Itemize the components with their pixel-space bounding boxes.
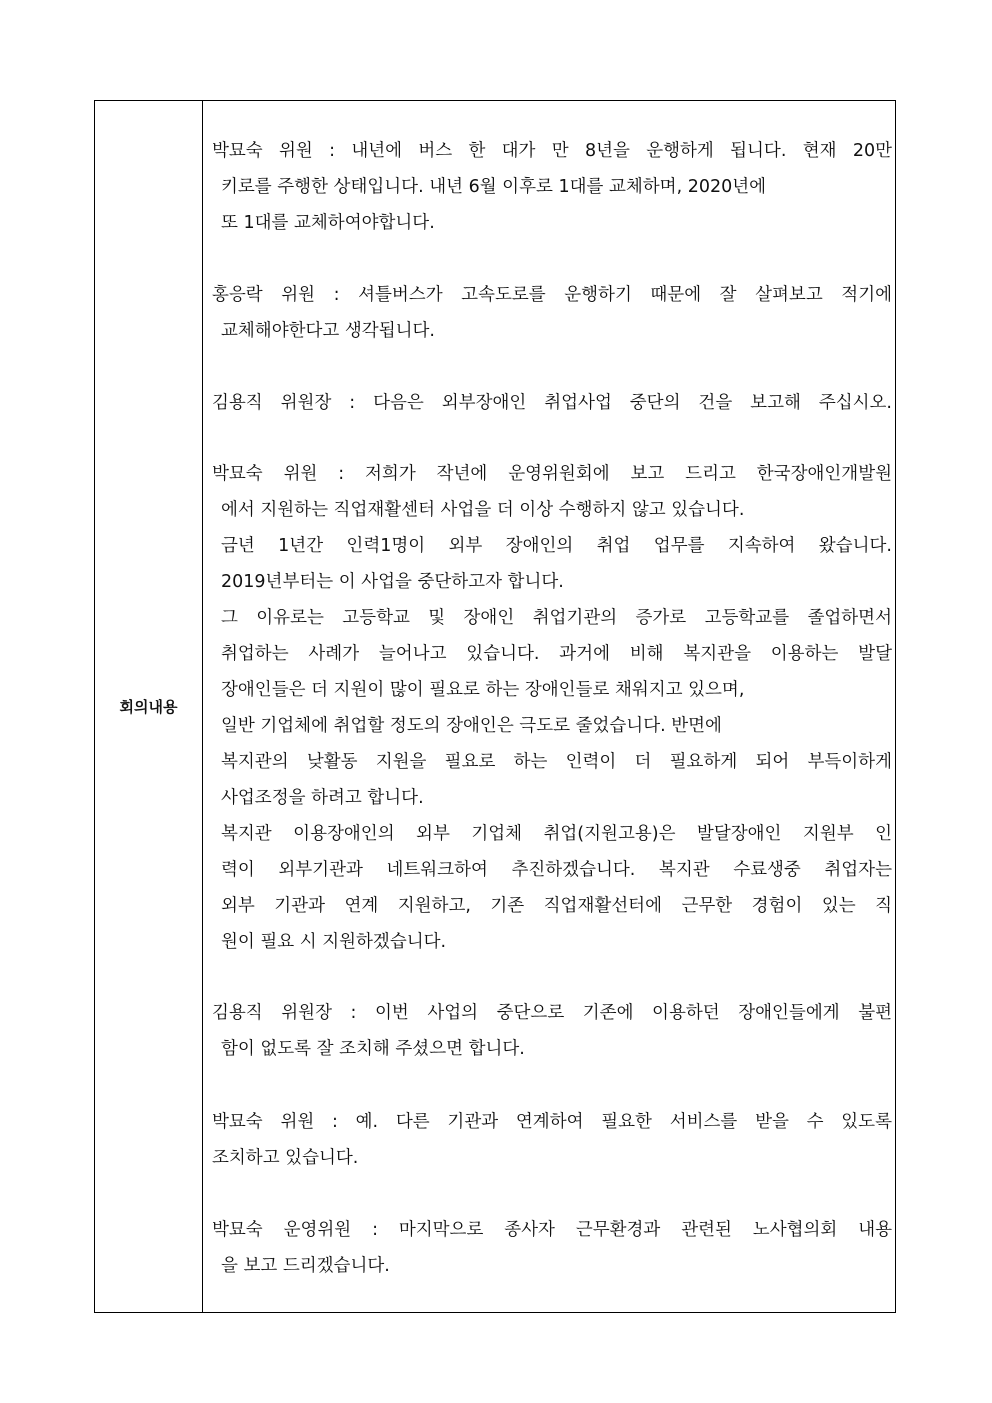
text-line: 원이 필요 시 지원하겠습니다. bbox=[221, 932, 447, 952]
text-line: 금년 1년간 인력1명이 외부 장애인의 취업 업무를 지속하여 왔습니다. bbox=[221, 536, 892, 556]
text-line: 김용직 위원장 : 다음은 외부장애인 취업사업 중단의 건을 보고해 주십시오. bbox=[212, 393, 892, 413]
text-line: 조치하고 있습니다. bbox=[212, 1148, 359, 1168]
text-line: 에서 지원하는 직업재활센터 사업을 더 이상 수행하지 않고 있습니다. bbox=[221, 500, 745, 520]
paragraph bbox=[212, 1212, 892, 1284]
paragraph bbox=[212, 277, 892, 349]
paragraph bbox=[212, 1104, 892, 1176]
paragraph bbox=[212, 133, 892, 241]
text-line: 취업하는 사례가 늘어나고 있습니다. 과거에 비해 복지관을 이용하는 발달 bbox=[221, 644, 892, 664]
row-label: 회의내용 bbox=[119, 698, 178, 716]
text-line: 박묘숙 위원 : 저희가 작년에 운영위원회에 보고 드리고 한국장애인개발원 bbox=[212, 464, 892, 484]
text-line: 교체해야한다고 생각됩니다. bbox=[221, 321, 435, 341]
text-line: 을 보고 드리겠습니다. bbox=[221, 1256, 390, 1276]
text-line: 복지관의 낮활동 지원을 필요로 하는 인력이 더 필요하게 되어 부득이하게 bbox=[221, 752, 892, 772]
paragraph bbox=[212, 456, 892, 960]
content-cell bbox=[203, 101, 895, 1312]
text-line: 사업조정을 하려고 합니다. bbox=[221, 788, 424, 808]
text-line: 박묘숙 위원 : 예. 다른 기관과 연계하여 필요한 서비스를 받을 수 있도록 bbox=[212, 1112, 892, 1132]
text-line: 력이 외부기관과 네트워크하여 추진하겠습니다. 복지관 수료생중 취업자는 bbox=[221, 860, 892, 880]
text-line: 박묘숙 운영위원 : 마지막으로 종사자 근무환경과 관련된 노사협의회 내용 bbox=[212, 1220, 892, 1240]
paragraph bbox=[212, 385, 892, 421]
text-line: 홍응락 위원 : 셔틀버스가 고속도로를 운행하기 때문에 잘 살펴보고 적기에 bbox=[212, 285, 892, 305]
text-line: 함이 없도록 잘 조치해 주셨으면 합니다. bbox=[221, 1039, 525, 1059]
text-line: 장애인들은 더 지원이 많이 필요로 하는 장애인들로 채워지고 있으며, bbox=[221, 680, 745, 700]
text-line: 또 1대를 교체하여야합니다. bbox=[221, 213, 435, 233]
text-line: 외부 기관과 연계 지원하고, 기존 직업재활선터에 근무한 경험이 있는 직 bbox=[221, 896, 892, 916]
label-cell bbox=[95, 101, 203, 1312]
text-line: 김용직 위원장 : 이번 사업의 중단으로 기존에 이용하던 장애인들에게 불편 bbox=[212, 1003, 892, 1023]
text-line: 키로를 주행한 상태입니다. 내년 6월 이후로 1대를 교체하며, 2020년에 bbox=[221, 177, 767, 197]
paragraph bbox=[212, 995, 892, 1067]
text-line: 복지관 이용장애인의 외부 기업체 취업(지원고용)은 발달장애인 지원부 인 bbox=[221, 824, 892, 844]
text-line: 2019년부터는 이 사업을 중단하고자 합니다. bbox=[221, 572, 564, 592]
minutes-table bbox=[94, 100, 896, 1313]
text-line: 박묘숙 위원 : 내년에 버스 한 대가 만 8년을 운행하게 됩니다. 현재 20만 bbox=[212, 141, 892, 161]
text-line: 그 이유로는 고등학교 및 장애인 취업기관의 증가로 고등학교를 졸업하면서 bbox=[221, 608, 892, 628]
text-line: 일반 기업체에 취업할 정도의 장애인은 극도로 줄었습니다. 반면에 bbox=[221, 716, 722, 736]
